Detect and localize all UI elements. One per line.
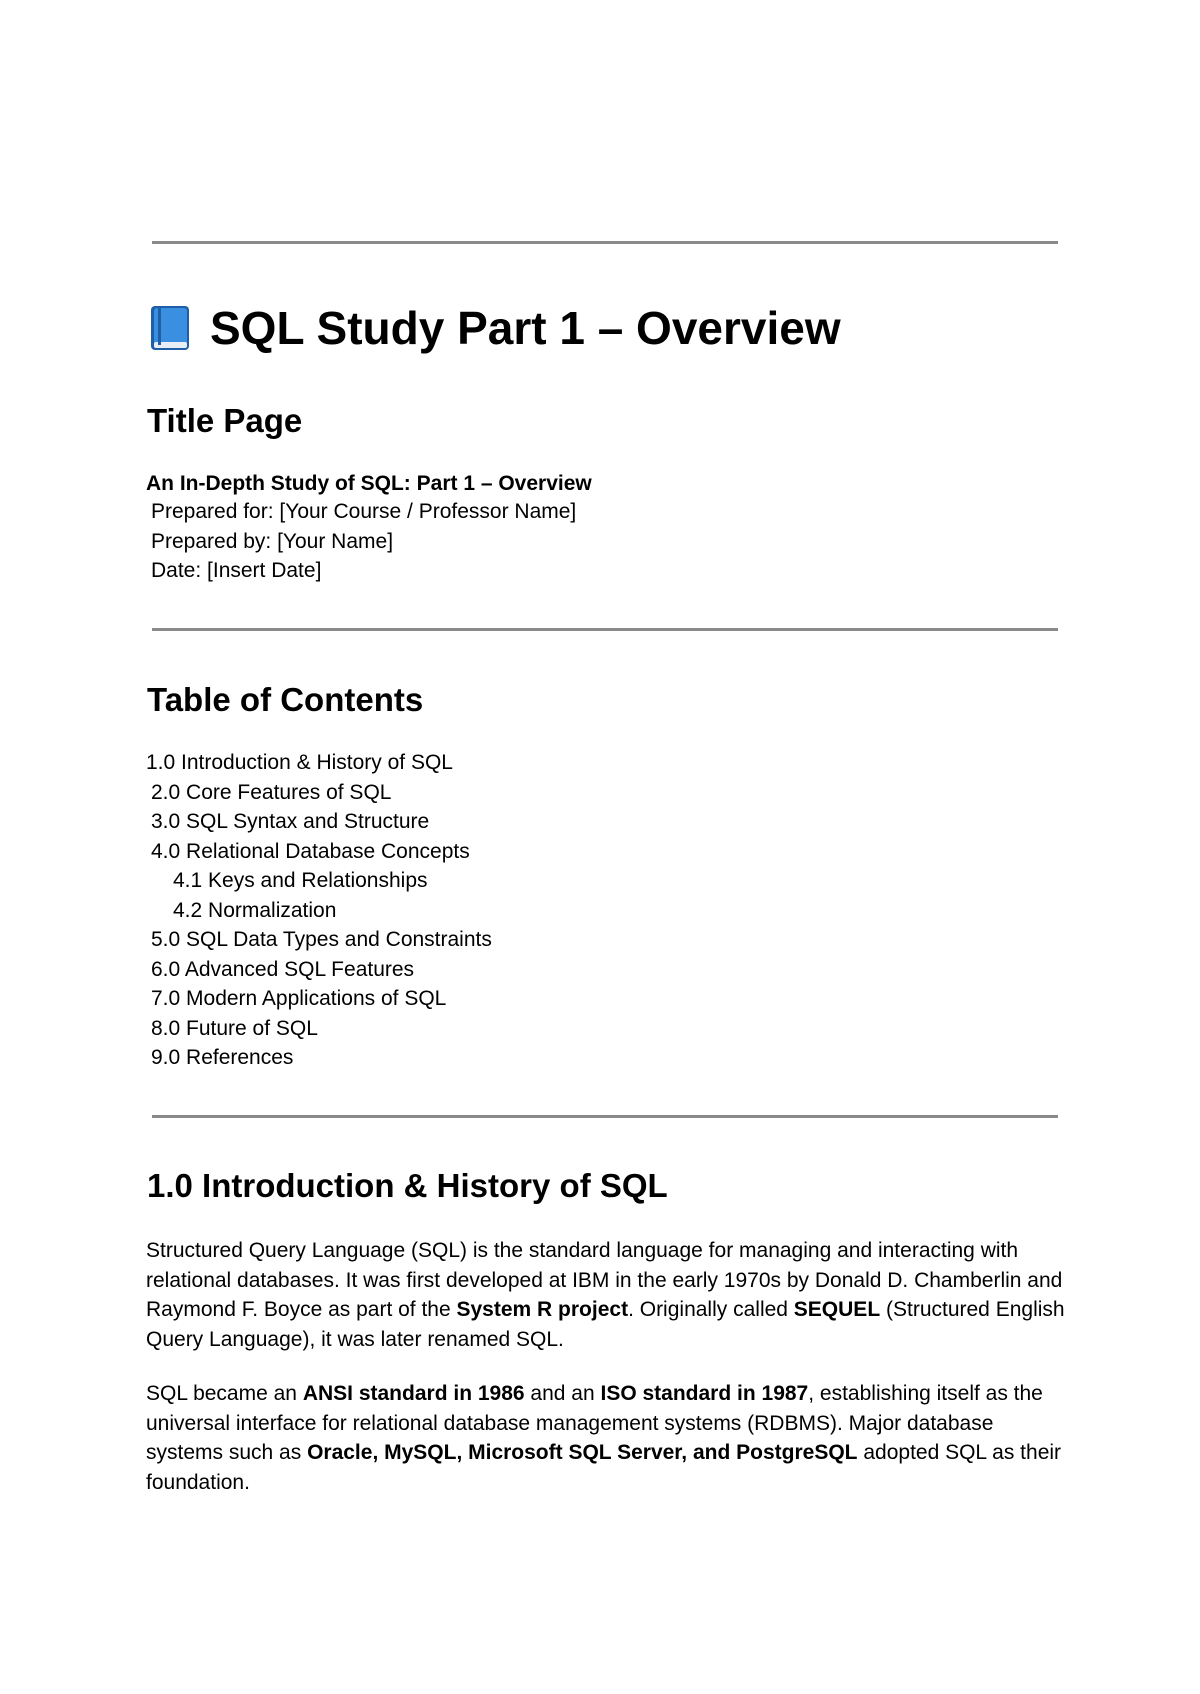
blue-book-icon	[148, 304, 192, 352]
toc-item[interactable]: 4.2 Normalization	[173, 898, 337, 922]
document-title	[148, 296, 841, 360]
document-subtitle: An In-Depth Study of SQL: Part 1 – Overview	[146, 472, 592, 495]
toc-item[interactable]: 4.1 Keys and Relationships	[173, 869, 428, 892]
paragraph-text: and an	[524, 1382, 601, 1405]
section-1-paragraph-1	[146, 1236, 1066, 1354]
emphasis-database-systems: Oracle, MySQL, Microsoft SQL Server, and PostgreSQL	[307, 1441, 858, 1464]
document-title-text: SQL Study Part 1 – Overview	[210, 302, 841, 354]
toc-item[interactable]: 7.0 Modern Applications of SQL	[151, 987, 447, 1010]
section-1-heading: 1.0 Introduction & History of SQL	[147, 1167, 668, 1204]
section-1-paragraph-2	[146, 1379, 1066, 1497]
toc-item[interactable]: 1.0 Introduction & History of SQL	[146, 751, 453, 774]
toc-heading: Table of Contents	[147, 681, 424, 718]
toc-item[interactable]: 2.0 Core Features of SQL	[151, 780, 392, 804]
document-date: Date: [Insert Date]	[151, 559, 322, 582]
paragraph-text: , establishing itself as the universal interface for relational database management systems (RDBMS). Major database systems such as	[146, 1382, 1043, 1464]
prepared-for: Prepared for: [Your Course / Professor Name]	[151, 500, 577, 523]
paragraph-text: . Originally called	[628, 1298, 794, 1321]
paragraph-text: adopted SQL as their foundation.	[146, 1441, 1062, 1494]
emphasis-sequel: SEQUEL	[793, 1298, 881, 1321]
toc-item[interactable]: 3.0 SQL Syntax and Structure	[151, 810, 430, 833]
toc-item[interactable]: 6.0 Advanced SQL Features	[151, 957, 415, 981]
emphasis-ansi: ANSI standard in 1986	[302, 1382, 525, 1405]
horizontal-rule	[152, 1115, 1058, 1118]
paragraph-text: (Structured English Query Language), it was later renamed SQL.	[146, 1298, 1065, 1351]
horizontal-rule	[152, 241, 1058, 244]
horizontal-rule	[152, 628, 1058, 631]
emphasis-iso: ISO standard in 1987	[600, 1382, 809, 1405]
prepared-by: Prepared by: [Your Name]	[151, 530, 394, 553]
toc-item[interactable]: 4.0 Relational Database Concepts	[151, 839, 470, 863]
toc-item[interactable]: 9.0 References	[151, 1046, 294, 1069]
title-page-heading: Title Page	[147, 402, 303, 439]
paragraph-text: Structured Query Language (SQL) is the standard language for managing and interacting with relational databases. It was first developed at IBM in the early 1970s by Donald D. Chamberlin and Raymond F. Boyce as part of the	[146, 1239, 1063, 1321]
table-of-contents	[146, 748, 492, 1073]
toc-item[interactable]: 5.0 SQL Data Types and Constraints	[151, 928, 492, 951]
toc-item[interactable]: 8.0 Future of SQL	[151, 1016, 318, 1040]
paragraph-text: SQL became an	[146, 1382, 303, 1405]
emphasis-system-r: System R project	[456, 1298, 629, 1321]
